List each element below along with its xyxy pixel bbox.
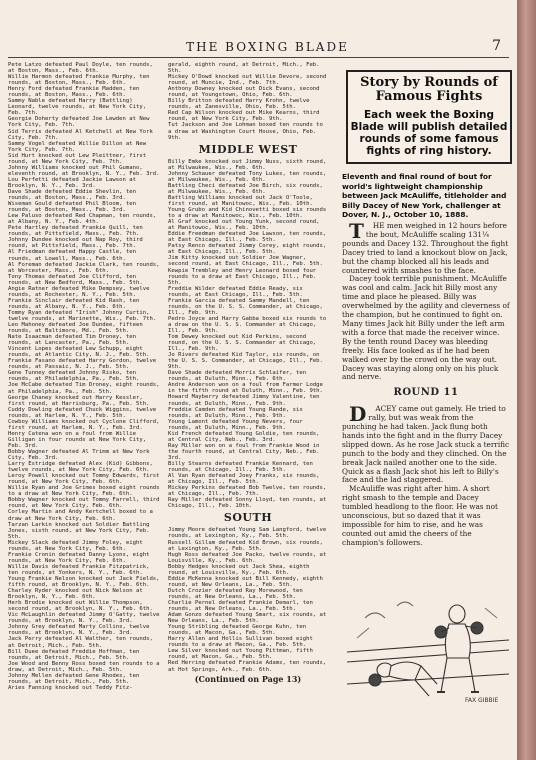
round-heading: ROUND 11 xyxy=(393,387,459,399)
result-entry: Wiseman Gould defeated Phil Bloom, ten rounds, at Boston, Mass., Feb. 3rd. xyxy=(8,201,136,214)
continued-note: (Continued on Page 13) xyxy=(194,673,302,684)
result-entry: Johnny Dundee knocked out Nap Roy, third round, at Pittsfield, Mass., Feb. 7th. xyxy=(8,237,143,250)
article-paragraph: McAuliffe was right after him. A short right smash to the temple and Dacey tumbled headlong to the floor. He was not unconscious, but so dazed that it was impossible for him to rise, and he was counted out amid the cheers of the champion's followers. xyxy=(342,484,498,547)
illustrator-signature: FAX GIBBIE xyxy=(465,697,499,704)
result-entry: Dave Shade defeated Eddie Shevlin, ten rounds, at Boston, Mass., Feb. 3rd. xyxy=(8,188,136,202)
article-lede: Eleventh and final round of bout for world's lightweight championship between Jack McAuliffe, titleholder and Billy Dacey of New York, challenger at Dover, N. J., October 10, 1888. xyxy=(342,172,507,220)
result-entry: George Chaney knocked out Harry Kessler, first round, at Harrisburg, Pa., Feb. 5th. xyxy=(8,394,150,407)
result-entry: Andre Anderson won on a foul from Farmer Lodge in the fifth round at Duluth, Minn., Feb. 9th. xyxy=(168,382,323,395)
result-entry: Joe McCabe defeated Tim Droney, eight rounds, at Philadelphia, Pa., Feb. 5th. xyxy=(8,382,160,395)
result-entry: Pete Latzo defeated Paul Doyle, ten rounds, at Boston, Mass., Feb. 6th. xyxy=(8,62,153,75)
result-entry: Al Foreman defeated Jackie Clark, ten rounds, at Worcester, Mass., Feb. 6th. xyxy=(8,261,160,274)
result-entry: Ray Miller won on a foul from Frankie Wood in the fourth round, at Central City, Neb., Feb. 3rd. xyxy=(168,442,320,461)
publication-title: THE BOXING BLADE xyxy=(186,40,349,54)
result-entry: Bill Duee defeated Freddie Hoffman, ten rounds, at Detroit, Mich., Feb. 5th. xyxy=(8,648,140,661)
result-entry: Tom Dewey knocked out Kid Perkins, second round, on the U. S. S. Commander at Chicago, Ill., Feb. 9th. xyxy=(168,334,317,353)
result-entry: Vincent Lopes defeated Lew Schupp, eight rounds, at Atlantic City, N. J., Feb. 5th. xyxy=(8,346,150,359)
result-entry: gerald, eighth round, at Detroit, Mich., Feb. 5th. xyxy=(168,62,320,75)
result-entry: Johnny Williams knocked out Phil Gumano, eleventh round, at Brooklyn, N. Y., Feb. 3rd. xyxy=(8,164,160,177)
result-entry: Sid Hurt knocked out Lew Pleittner, first round, at New York City, Feb. 7th. xyxy=(8,152,147,165)
result-entry: Frankie Sinclair defeated Kid Rash, ten rounds, at Albany, N. Y., Feb. 6th. xyxy=(8,297,140,310)
result-entry: Al Friedman defeated Happy Castle, ten rounds, at Lowell, Mass., Feb. 6th. xyxy=(8,249,136,262)
result-entry: Georgie Doherty defeated Joe Lewden at New York City, Feb. 7th. xyxy=(8,116,150,129)
result-entry: Sid Terris defeated Al Ketchell at New York City, Feb. 7th. xyxy=(8,128,153,141)
result-entry: Johnny Schauer defeated Tony Lukes, ten rounds, at Milwaukee, Wis., Feb. 6th. xyxy=(168,170,327,183)
ring-rope xyxy=(347,650,509,662)
result-entry: Tommy Ryan defeated "Irish" Johnny Curtin, twelve rounds, at Marinette, Wis., Feb. 7th. xyxy=(8,309,157,322)
result-entry: Jim Kitty knocked out Soldier Joe Wagner, second round, at East Chicago, Ill., Feb. 5th. xyxy=(168,255,323,268)
result-entry: Angie Ratner defeated Mike Dempsey, twelve rounds, at Rochester, N. Y., Feb. 5th. xyxy=(8,285,150,298)
result-entry: Billy Emke knocked out Jimmy Nuss, sixth round, at Milwaukee, Wis., Feb. 6th. xyxy=(168,158,327,171)
result-entry: Freddie Wilder defeated Eddie Ready, six rounds, at East Chicago, Ill., Feb. 5th. xyxy=(168,285,303,298)
result-entry: Bobby Wagner knocked out Tommy Farrell, third round, at New York City, Feb. 6th. xyxy=(8,497,160,510)
result-entry: Young Grubo and Kid Chinovetti boxed six rounds to a draw at Manitowoc, Wis., Feb. 10th. xyxy=(168,207,327,220)
result-entry: Jo Rivers defeated Kid Taylor, six rounds, on the U. S. S. Commander, at Chicago, Ill., Feb. 9th. xyxy=(168,352,323,371)
result-entry: Howard Mayberry defeated Jimmy Valentine, ten rounds, at Duluth, Minn., Feb. 9th. xyxy=(168,394,320,407)
result-entry: Ray Miller defeated Sonny Lloyd, ten rounds, at Chicago, Ill., Feb. 10th. xyxy=(168,497,327,510)
result-entry: Vic McLaughlin defeated Jimmy O'Gatty, twelve rounds, at Brooklyn, N. Y., Feb. 3rd. xyxy=(8,612,160,625)
result-entry: Kewpie Trembley and Henry Leonard boxed four rounds to a draw at East Chicago, Ill., Feb. 5th. xyxy=(168,267,317,286)
result-entry: Pedro Joyce and Harry Gabba boxed six rounds to a draw on the U. S. S. Commander at Chicago, Ill., Feb. 9th. xyxy=(168,315,327,334)
result-entry: Young Frankie Nelson knocked out Jack Fields, fifth round, at Brooklyn, N. Y., Feb. 6th. xyxy=(8,575,160,589)
result-entry: Al Van Ryan defeated Joey Franks, six rounds, at Chicago, Ill., Feb. 5th. xyxy=(168,473,320,486)
ring-rope xyxy=(347,640,509,652)
result-entry: Young Stribling defeated George Kuhn, ten rounds, at Macon, Ga., Feb. 5th. xyxy=(168,624,307,637)
result-entry: Battling Williams knocked out Jack O'Toole, first round, at Manitowoc, Wis., Feb. 10th. xyxy=(168,194,313,207)
result-entry: Johnny Grey defeated Marty Collins, twelve rounds, at Brooklyn, N. Y., Feb. 3rd. xyxy=(8,624,150,637)
result-entry: Nate Isaacman defeated Tim Droney, ten rounds, at Lancaster, Pa., Feb. 5th. xyxy=(8,334,136,347)
result-entry: Hugh Ross defeated Joe Packo, twelve rounds, at Louisville, Ky., Feb. 6th. xyxy=(168,551,327,564)
result-entry: Jack Perry defeated Al Walther, ten rounds, at Detroit, Mich., Feb. 5th. xyxy=(8,636,153,649)
result-entry: Charley Ryder knocked out Nick Nelson at Brooklyn, N. Y., Feb. 6th. xyxy=(8,588,143,601)
result-entry: Leroy Powell knocked out Tommy Edwards, first round, at New York City, Feb. 6th. xyxy=(8,473,160,486)
result-entry: Cuddy Dowling defeated Chuck Wiggins, twelve rounds, at Harlem, N. Y., Feb. 5th. xyxy=(8,406,157,419)
result-entry: Gene Tunney defeated Johnny Risko, ten rounds, at Philadelphia, Pa., Feb. 5th. xyxy=(8,370,140,383)
result-entry: Frankie Garcia defeated Sammy Mandell, ten rounds, on the U. S. S. Commander, at Chicago, Ill., Feb. 9th. xyxy=(168,297,323,316)
result-entry: Cowboy Williams knocked out Cyclone Clifford, first round, at Harlem, N. Y., Feb. 3rd. xyxy=(8,418,160,431)
article-paragraph: HE men weighed in 12 hours before the bout, McAuliffe scaling 131¼ pounds and Dacey 132. Throughout the fight Dacey tried to land a knockout blow on Jack, but the champ blocked all his leads and countered with smashes to the face. xyxy=(342,221,509,275)
result-entry: Jimmy Moore defeated Young Sam Langford, twelve rounds, at Lexington, Ky., Feb. 5th. xyxy=(168,527,327,540)
result-entry: Lou Perfetti defeated Jackie Lawson at Brooklyn, N. Y., Feb. 3rd. xyxy=(8,176,136,189)
result-entry: Frankie Fasano defeated Harry Gordon, twelve rounds, at Passaic, N. J., Feb. 5th. xyxy=(8,358,157,371)
result-entry: Sammy Vogel defeated Willie Dillon at New York City, Feb. 7th. xyxy=(8,140,147,153)
result-entry: Billy Stearns defeated Frankie Kennard, ten rounds, at Chicago, Ill., Feb. 5th. xyxy=(168,461,313,474)
result-entry: Tarzan Larkin knocked out Soldier Battling Jones, sixth round, at New York City, Feb. 5th. xyxy=(8,521,150,540)
result-entry: Red Herring defeated Frankie Adams, ten rounds, at Hot Springs, Ark., Feb. 6th. xyxy=(168,660,327,673)
binding-spine xyxy=(517,0,536,760)
result-entry: Mickey Perkins defeated Bob Twelve, ten rounds, at Chicago, Ill., Feb. 7th. xyxy=(168,485,327,498)
article-body xyxy=(342,219,510,548)
result-entry: Henry Catena won on a foul from Willie Gilligan in four rounds at New York City, Feb. 3rd. xyxy=(8,430,147,449)
result-entry: Tony Thomas defeated Joe Clifford, ten rounds, at New Bedford, Mass., Feb. 5th. xyxy=(8,273,143,286)
result-entry: Dave Shade defeated Morris Schlaifer, ten rounds, at Duluth, Minn., Feb. 6th. xyxy=(168,370,307,383)
result-entry: Frankie Cronin defeated Danny Lyons, eight rounds, at New York City, Feb. 6th. xyxy=(8,551,150,564)
header-rule xyxy=(8,57,509,58)
drop-cap: D xyxy=(349,402,367,427)
page-number: 7 xyxy=(492,38,501,54)
result-entry: Bobby Hedges knocked out Jack Shea, eighth round, at Louisville, Ky., Feb. 6th. xyxy=(168,563,310,576)
result-entry: Henry Ford defeated Frankie Madden, ten rounds, at Boston, Mass., Feb. 6th. xyxy=(8,86,140,99)
result-entry: Herb Brodie knocked out Willie Thompson, second round, at Brooklyn, N. Y., Feb. 6th. xyxy=(8,600,153,613)
result-entry: Joe Wood and Benny Ross boxed ten rounds to a draw, at Detroit, Mich., Feb. 5th. xyxy=(8,660,160,673)
section-heading-south: SOUTH xyxy=(223,511,273,525)
page-header xyxy=(28,40,507,56)
result-entry: Young Lamont defeated Young Nevers, four rounds, at Duluth, Minn., Feb. 9th. xyxy=(168,418,303,431)
article-paragraph: Dacey took terrible punishment. McAuliffe was cool and calm. Jack hit Billy most any time and place he pleased. Billy was overwhelmed by the agility and cleverness of the champion, but he continued to fight on. Many times Jack hit Billy under the left arm with a force that made the receiver wince. By the tenth round Dacey was bleeding freely. His face looked as if he had been walked over by the crowd on the way out. Dacey was staying along only on his pluck and nerve. xyxy=(342,274,510,382)
result-entry: Freddie Camden defeated Young Rande, six rounds, at Duluth, Minn., Feb. 9th. xyxy=(168,406,303,419)
result-entry: Charlie Pernel defeated Frankie Demarl, ten rounds, at New Orleans, La., Feb. 5th. xyxy=(168,599,313,613)
section-heading-middle-west: MIDDLE WEST xyxy=(198,142,298,156)
result-entry: Sammy Nable defeated Harry (Battling) Leonard, twelve rounds, at New York City, Feb. 7th. xyxy=(8,98,147,117)
result-entry: Patsy Renco defeated Jimmy Corey, eight rounds, at East Chicago, Ill., Feb. 5th. xyxy=(168,243,327,256)
result-entry: Harry Allen and Hollis Sullivan boxed eight rounds to a draw at Macon, Ga., Feb. 5th. xyxy=(168,636,313,649)
result-entry: Eddie McKenna knocked out Bill Kennedy, eighth round, at New Orleans, La., Feb. 5th. xyxy=(168,575,323,588)
results-column-1 xyxy=(8,62,162,691)
result-entry: Battling Checi defeated Joe Birch, six rounds, at Milwaukee, Wis., Feb. 6th. xyxy=(168,182,323,195)
result-entry: Pete Hartley defeated Frankie Quill, ten rounds, at Pittsfield, Mass., Feb. 7th. xyxy=(8,225,143,238)
results-column-2 xyxy=(168,62,328,682)
result-entry: Adam Gonzo defeated Young Smart, six rounds, at New Orleans, La., Feb. 5th. xyxy=(168,612,327,625)
result-entry: Johnny Mellen defeated Gene Rhodes, ten rounds, at Detroit, Mich., Feb. 5th. xyxy=(8,672,140,685)
result-entry: Larry Estridge defeated Alex (Kid) Gibbons, twelve rounds, at New York City, Feb. 6th. xyxy=(8,461,153,474)
article-paragraph: ACEY came out gamely. He tried to rally, but was weak from the punching he had taken. Jack flung both hands into the fight and in the flurry Dacey slipped down. As he rose Jack stuck a terrific punch to the body and they clinched. On the break Jack nailed another one to the side. Quick as a flash Jack shot his left to Billy's face and the lad staggered. xyxy=(342,404,510,485)
result-entry: Lew Paluso defeated Red Chapman, ten rounds, at Albany, N. Y., Feb. 4th. xyxy=(8,213,157,226)
story-box-heading: Story by Rounds of Famous Fights xyxy=(360,75,498,104)
result-entry: Billy Britton defeated Harry Krohn, twelve rounds, at Zanesville, Ohio, Feb. 5th. xyxy=(168,98,310,111)
result-entry: Willie Davis defeated Frankie Fitzpatrick, ten rounds, at Yonkers, N. Y., Feb. 6th. xyxy=(8,563,150,576)
result-entry: Lew Silver knocked out Young Pittman, fifth round, at Macon, Ga., Feb. 5th. xyxy=(168,648,313,661)
drop-cap: T xyxy=(349,219,364,243)
result-entry: Willie Ryan and Joe Grimes boxed eight rounds to a draw at New York City, Feb. 6th. xyxy=(8,485,160,498)
result-entry: Willie Harmon defeated Frankie Murphy, ten rounds, at Boston, Mass., Feb. 6th. xyxy=(8,74,150,87)
result-entry: Kid French defeated Young Goldie, ten rounds, at Central City, Neb., Feb. 3rd. xyxy=(168,430,320,443)
result-entry: Russell Gillam defeated Kid Brown, six rounds, at Lexington, Ky., Feb. 5th. xyxy=(168,539,323,552)
story-promo-box xyxy=(346,70,512,164)
result-entry: Anthony Downey knocked out Dick Evans, second round, at Youngstown, Ohio, Feb. 6th. xyxy=(168,86,320,99)
result-entry: Al Graf knocked out Young Yunk, second round, at Manitowoc, Wis., Feb. 10th. xyxy=(168,219,320,232)
result-entry: Aries Fanning knocked out Teddy Fitz- xyxy=(8,684,133,691)
result-entry: Dutch Crozier defeated Ray Morewood, ten rounds, at New Orleans, La., Feb. 5th. xyxy=(168,587,303,600)
result-entry: Tut Jackson and Joe Lohman boxed ten rounds to a draw at Washington Court House, Ohio, Feb. 9th. xyxy=(168,122,323,141)
result-entry: Corley Martin and Andy Kertchell boxed to a draw at New York City, Feb. 6th. xyxy=(8,509,153,522)
result-entry: Bobby Wagner defeated Al Trimm at New York City, Feb. 3rd. xyxy=(8,449,150,462)
result-entry: Leo Mahoney defeated Joe Dundee, fifteen rounds, at Baltimore, Md., Feb. 5th. xyxy=(8,322,143,335)
result-entry: Red Cap Wilson knocked out Mike Kearns, third round, at New York City, Feb. 9th. xyxy=(168,110,320,123)
result-entry: Mickey O'Dowd knocked out Willie Devore, second round, at Muncie, Ind., Feb. 7th. xyxy=(168,74,327,87)
boxing-illustration xyxy=(345,588,511,706)
result-entry: Mickey Slack defeated Jimmy Foley, eight rounds, at New York City, Feb. 6th. xyxy=(8,539,143,552)
story-box-body: Each week the Boxing Blade will publish detailed rounds of some famous fights of ring history. xyxy=(350,109,508,157)
result-entry: Eddie Freedman defeated Joe Lawson, ten rounds, at East Chicago, Ill., Feb. 5th. xyxy=(168,231,327,244)
